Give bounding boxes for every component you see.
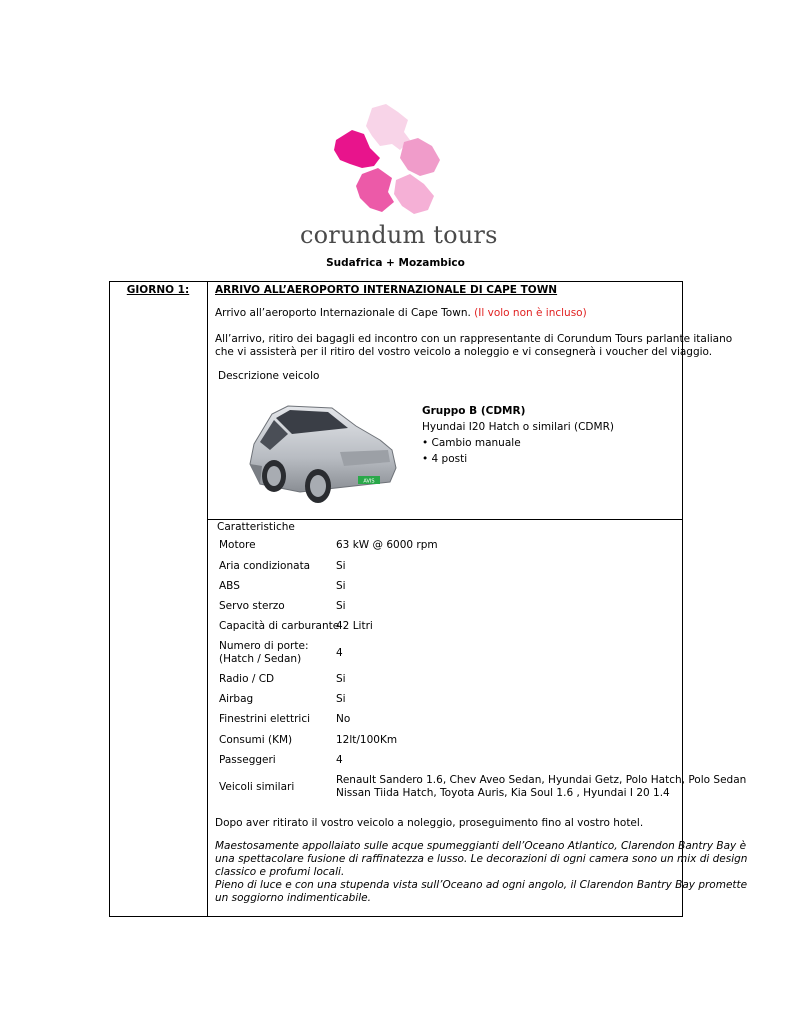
vehicle-heading: Descrizione veicolo — [218, 370, 320, 382]
similar-vehicles-line: Nissan Tiida Hatch, Toyota Auris, Kia Soul 1.6 , Hyundai I 20 1.4 — [336, 787, 670, 799]
arrival-text: Arrivo all’aeroporto Internazionale di Cape Town. — [215, 307, 471, 319]
spec-label: Radio / CD — [219, 673, 275, 685]
hotel-desc-line: una spettacolare fusione di raffinatezza e lusso. Le decorazioni di ogni camera sono un mix di design — [215, 853, 748, 865]
hotel-desc-line: un soggiorno indimenticabile. — [215, 892, 371, 904]
spec-value: Si — [336, 580, 346, 592]
spec-value: Si — [336, 560, 346, 572]
logo-petal-top — [366, 104, 410, 150]
vehicle-group: Gruppo B (CDMR) — [422, 405, 526, 417]
spec-label: Motore — [219, 539, 256, 551]
car-image — [240, 392, 400, 507]
table-row-divider — [208, 519, 682, 520]
arrival-paragraph — [215, 307, 587, 320]
vehicle-info — [422, 403, 614, 467]
plate-text: AVIS — [363, 478, 375, 485]
spec-label — [219, 640, 309, 666]
spec-label: Aria condizionata — [219, 560, 311, 572]
spec-value: No — [336, 713, 351, 725]
logo-petal-bottom-right — [394, 174, 434, 214]
vehicle-feature-2: • 4 posti — [422, 453, 468, 465]
spec-label: Servo sterzo — [219, 600, 285, 612]
spec-label: Passeggeri — [219, 754, 276, 766]
spec-label: Consumi (KM) — [219, 734, 293, 746]
day-title: ARRIVO ALL’AEROPORTO INTERNAZIONALE DI CAPE TOWN — [215, 284, 558, 296]
spec-label: Capacità di carburante — [219, 620, 340, 632]
day-label: GIORNO 1: — [126, 284, 190, 296]
specs-heading: Caratteristiche — [217, 521, 295, 533]
spec-label: ABS — [219, 580, 240, 592]
spec-label-line: Numero di porte: — [219, 640, 309, 652]
spec-value: 4 — [336, 647, 343, 659]
spec-value: Si — [336, 693, 346, 705]
hotel-desc-line: Maestosamente appollaiato sulle acque spumeggianti dell’Oceano Atlantico, Clarendon Bantry Bay è — [215, 840, 747, 852]
spec-label: Veicoli similari — [219, 781, 295, 793]
spec-value: 4 — [336, 754, 343, 766]
logo-petal-right — [400, 138, 440, 176]
spec-value: Si — [336, 673, 346, 685]
spec-label: Finestrini elettrici — [219, 713, 311, 725]
hotel-description — [215, 840, 747, 905]
spec-label-line: (Hatch / Sedan) — [219, 653, 302, 665]
vehicle-feature-1: • Cambio manuale — [422, 437, 521, 449]
meeting-line-2: che vi assisterà per il ritiro del vostro veicolo a noleggio e vi consegnerà i voucher del viaggio. — [215, 346, 713, 358]
spec-value: 42 Litri — [336, 620, 373, 632]
spec-label: Airbag — [219, 693, 254, 705]
spec-value — [336, 774, 747, 800]
similar-vehicles-line: Renault Sandero 1.6, Chev Aveo Sedan, Hyundai Getz, Polo Hatch, Polo Sedan — [336, 774, 747, 786]
logo-petal-bottom-left — [356, 168, 394, 212]
flight-note: (Il volo non è incluso) — [474, 307, 587, 319]
transfer-text: Dopo aver ritirato il vostro veicolo a noleggio, proseguimento fino al vostro hotel. — [215, 817, 644, 829]
meeting-line-1: All’arrivo, ritiro dei bagagli ed incontro con un rappresentante di Corundum Tours parlante italiano — [215, 333, 733, 345]
brand-name: corundum tours — [300, 221, 498, 249]
spec-value: 63 kW @ 6000 rpm — [336, 539, 438, 551]
hotel-desc-line: classico e profumi locali. — [215, 866, 345, 878]
vehicle-model: Hyundai I20 Hatch o similari (CDMR) — [422, 421, 614, 433]
hotel-desc-line: Pieno di luce e con una stupenda vista sull’Oceano ad ogni angolo, il Clarendon Bantry Bay promette — [215, 879, 748, 891]
meeting-paragraph — [215, 333, 732, 359]
table-column-divider — [207, 281, 208, 917]
document-subtitle: Sudafrica + Mozambico — [326, 257, 465, 269]
spec-value: 12lt/100Km — [336, 734, 398, 746]
spec-value: Si — [336, 600, 346, 612]
